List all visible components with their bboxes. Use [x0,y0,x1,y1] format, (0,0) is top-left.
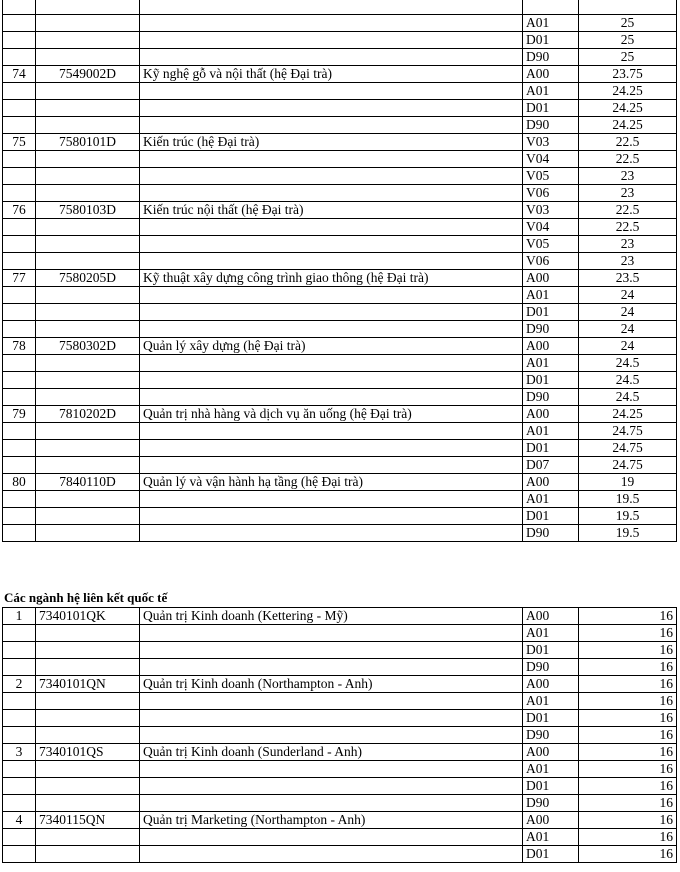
program-code-cell [36,456,140,473]
stt-cell [3,150,36,167]
score-cell: 24.25 [579,405,677,422]
table-row [3,184,677,201]
program-code-cell [36,184,140,201]
program-code-cell [36,642,140,659]
subject-combo-cell: A01 [523,82,579,99]
program-name-cell [140,795,523,812]
subject-combo-cell: D01 [523,99,579,116]
admission-scores-table [2,0,677,542]
table-row [3,303,677,320]
table-row [3,65,677,82]
program-code-cell [36,371,140,388]
score-cell: 16 [579,710,677,727]
score-cell: 24.5 [579,371,677,388]
program-name-cell [140,507,523,524]
program-name-cell [140,371,523,388]
table-row [3,422,677,439]
program-name-cell: Quản lý và vận hành hạ tầng (hệ Đại trà) [140,473,523,490]
table-row [3,218,677,235]
table-row [3,388,677,405]
stt-cell [3,167,36,184]
stt-cell [3,727,36,744]
subject-combo-cell: D90 [523,727,579,744]
program-code-cell: 7340101QK [36,608,140,625]
subject-combo-cell: A00 [523,744,579,761]
subject-combo-cell: A01 [523,490,579,507]
stt-cell [3,14,36,31]
stt-cell: 1 [3,608,36,625]
stt-cell [3,184,36,201]
subject-combo-cell: D01 [523,710,579,727]
table-row [3,167,677,184]
program-code-cell: 7340101QS [36,744,140,761]
subject-combo-cell: A01 [523,625,579,642]
table-row [3,829,677,846]
table-row [3,744,677,761]
stt-cell [3,388,36,405]
program-name-cell [140,31,523,48]
table-row [3,82,677,99]
table-row [3,608,677,625]
program-name-cell [140,286,523,303]
program-code-cell [36,524,140,541]
subject-combo-cell: V06 [523,252,579,269]
program-code-cell [36,167,140,184]
table-row [3,354,677,371]
program-name-cell [140,99,523,116]
subject-combo-cell: A00 [523,337,579,354]
program-code-cell [36,150,140,167]
program-name-cell [140,252,523,269]
program-name-cell [140,659,523,676]
score-cell: 24 [579,286,677,303]
table-row [3,0,677,14]
stt-cell [3,422,36,439]
table-row [3,642,677,659]
score-cell: 24 [579,320,677,337]
stt-cell [3,456,36,473]
stt-cell [3,625,36,642]
subject-combo-cell: A01 [523,422,579,439]
score-cell: 19.5 [579,507,677,524]
subject-combo-cell: D01 [523,778,579,795]
score-cell: 24.25 [579,82,677,99]
stt-cell: 76 [3,201,36,218]
table-row [3,269,677,286]
subject-combo-cell: A01 [523,14,579,31]
program-name-cell [140,150,523,167]
program-code-cell [36,439,140,456]
program-name-cell [140,761,523,778]
stt-cell [3,31,36,48]
table-row [3,286,677,303]
stt-cell: 2 [3,676,36,693]
score-cell: 24 [579,337,677,354]
subject-combo-cell: A00 [523,676,579,693]
stt-cell [3,48,36,65]
table-row [3,778,677,795]
subject-combo-cell: A00 [523,608,579,625]
stt-cell: 80 [3,473,36,490]
table-row [3,150,677,167]
subject-combo-cell: D01 [523,846,579,863]
score-cell: 16 [579,829,677,846]
score-cell: 25 [579,14,677,31]
program-name-cell [140,625,523,642]
score-cell: 22.5 [579,133,677,150]
stt-cell [3,778,36,795]
program-code-cell [36,490,140,507]
program-code-cell [36,795,140,812]
stt-cell [3,795,36,812]
program-code-cell [36,14,140,31]
subject-combo-cell: A00 [523,269,579,286]
score-cell [579,0,677,14]
stt-cell [3,710,36,727]
program-name-cell: Quản trị nhà hàng và dịch vụ ăn uống (hệ Đại trà) [140,405,523,422]
program-code-cell [36,0,140,14]
stt-cell [3,524,36,541]
program-name-cell [140,710,523,727]
program-code-cell [36,659,140,676]
program-code-cell [36,303,140,320]
stt-cell [3,371,36,388]
program-code-cell [36,507,140,524]
subject-combo-cell: V03 [523,201,579,218]
subject-combo-cell: D01 [523,371,579,388]
program-name-cell: Kiến trúc (hệ Đại trà) [140,133,523,150]
stt-cell [3,235,36,252]
program-code-cell [36,99,140,116]
table-row [3,14,677,31]
stt-cell [3,354,36,371]
stt-cell [3,659,36,676]
program-code-cell [36,235,140,252]
score-cell: 24.75 [579,422,677,439]
score-cell: 16 [579,642,677,659]
subject-combo-cell [523,0,579,14]
stt-cell [3,116,36,133]
international-section-title: Các ngành hệ liên kết quốc tế [4,590,168,605]
stt-cell: 78 [3,337,36,354]
table-row [3,625,677,642]
program-name-cell [140,778,523,795]
program-name-cell [140,829,523,846]
stt-cell [3,490,36,507]
program-name-cell [140,320,523,337]
score-cell: 16 [579,812,677,829]
subject-combo-cell: D01 [523,642,579,659]
stt-cell [3,99,36,116]
stt-cell [3,829,36,846]
subject-combo-cell: A00 [523,65,579,82]
score-cell: 25 [579,48,677,65]
stt-cell [3,0,36,14]
program-name-cell [140,82,523,99]
program-code-cell [36,710,140,727]
table-row [3,812,677,829]
subject-combo-cell: D90 [523,48,579,65]
table-row [3,473,677,490]
stt-cell [3,693,36,710]
program-code-cell [36,625,140,642]
score-cell: 24.75 [579,456,677,473]
program-code-cell: 7840110D [36,473,140,490]
program-name-cell: Quản trị Marketing (Northampton - Anh) [140,812,523,829]
score-cell: 16 [579,625,677,642]
subject-combo-cell: D90 [523,524,579,541]
program-code-cell [36,31,140,48]
table-row [3,795,677,812]
stt-cell: 77 [3,269,36,286]
program-code-cell: 7580205D [36,269,140,286]
program-name-cell [140,846,523,863]
score-cell: 23.5 [579,269,677,286]
stt-cell [3,286,36,303]
program-name-cell [140,235,523,252]
stt-cell: 79 [3,405,36,422]
program-name-cell: Quản trị Kinh doanh (Kettering - Mỹ) [140,608,523,625]
program-code-cell: 7580302D [36,337,140,354]
program-name-cell: Quản trị Kinh doanh (Sunderland - Anh) [140,744,523,761]
program-name-cell: Kỹ nghệ gỗ và nội thất (hệ Đại trà) [140,65,523,82]
stt-cell [3,218,36,235]
subject-combo-cell: A01 [523,761,579,778]
program-code-cell [36,82,140,99]
program-name-cell: Quản trị Kinh doanh (Northampton - Anh) [140,676,523,693]
table-row [3,761,677,778]
program-name-cell [140,422,523,439]
program-name-cell [140,303,523,320]
score-cell: 25 [579,31,677,48]
program-name-cell [140,354,523,371]
program-name-cell: Kỹ thuật xây dựng công trình giao thông (hệ Đại trà) [140,269,523,286]
subject-combo-cell: V06 [523,184,579,201]
score-cell: 22.5 [579,150,677,167]
program-name-cell [140,490,523,507]
score-cell: 16 [579,846,677,863]
program-code-cell [36,846,140,863]
program-code-cell [36,218,140,235]
subject-combo-cell: D01 [523,303,579,320]
score-cell: 16 [579,795,677,812]
score-cell: 16 [579,744,677,761]
program-name-cell: Quản lý xây dựng (hệ Đại trà) [140,337,523,354]
international-programs-table [2,607,677,863]
score-cell: 16 [579,676,677,693]
program-code-cell [36,727,140,744]
stt-cell [3,439,36,456]
program-name-cell [140,0,523,14]
table-row [3,116,677,133]
score-cell: 23.75 [579,65,677,82]
score-cell: 16 [579,727,677,744]
program-code-cell [36,778,140,795]
score-cell: 23 [579,167,677,184]
program-code-cell: 7580103D [36,201,140,218]
table-row [3,676,677,693]
score-cell: 19.5 [579,524,677,541]
score-cell: 24 [579,303,677,320]
stt-cell [3,846,36,863]
program-code-cell [36,286,140,303]
stt-cell [3,507,36,524]
table-row [3,456,677,473]
table-row [3,405,677,422]
score-cell: 24.25 [579,116,677,133]
program-name-cell [140,184,523,201]
program-code-cell [36,829,140,846]
table-row [3,439,677,456]
subject-combo-cell: V05 [523,167,579,184]
program-code-cell [36,48,140,65]
program-name-cell [140,524,523,541]
program-name-cell [140,693,523,710]
table-row [3,490,677,507]
stt-cell [3,320,36,337]
program-name-cell [140,116,523,133]
stt-cell [3,252,36,269]
score-cell: 22.5 [579,218,677,235]
table-row [3,31,677,48]
subject-combo-cell: D90 [523,659,579,676]
table-row [3,337,677,354]
subject-combo-cell: D01 [523,31,579,48]
score-cell: 19.5 [579,490,677,507]
table-row [3,252,677,269]
score-cell: 23 [579,235,677,252]
score-cell: 24.25 [579,99,677,116]
score-cell: 16 [579,659,677,676]
subject-combo-cell: A00 [523,405,579,422]
program-name-cell [140,48,523,65]
program-name-cell [140,388,523,405]
stt-cell: 3 [3,744,36,761]
program-name-cell [140,456,523,473]
subject-combo-cell: A01 [523,354,579,371]
program-code-cell: 7580101D [36,133,140,150]
table-row [3,320,677,337]
score-cell: 16 [579,761,677,778]
subject-combo-cell: V03 [523,133,579,150]
subject-combo-cell: D01 [523,507,579,524]
subject-combo-cell: A00 [523,812,579,829]
subject-combo-cell: A01 [523,693,579,710]
table-row [3,48,677,65]
program-name-cell [140,14,523,31]
subject-combo-cell: A01 [523,829,579,846]
program-code-cell [36,388,140,405]
subject-combo-cell: D90 [523,320,579,337]
program-name-cell: Kiến trúc nội thất (hệ Đại trà) [140,201,523,218]
stt-cell: 74 [3,65,36,82]
program-code-cell: 7810202D [36,405,140,422]
program-code-cell [36,252,140,269]
table-row [3,507,677,524]
program-code-cell: 7340115QN [36,812,140,829]
program-code-cell [36,354,140,371]
score-cell: 22.5 [579,201,677,218]
program-code-cell [36,422,140,439]
table-row [3,133,677,150]
score-cell: 16 [579,693,677,710]
program-name-cell [140,439,523,456]
subject-combo-cell: V04 [523,150,579,167]
score-cell: 16 [579,778,677,795]
subject-combo-cell: V05 [523,235,579,252]
score-cell: 24.75 [579,439,677,456]
program-code-cell: 7340101QN [36,676,140,693]
program-code-cell [36,693,140,710]
table-row [3,99,677,116]
score-cell: 23 [579,184,677,201]
stt-cell [3,82,36,99]
subject-combo-cell: D90 [523,116,579,133]
score-cell: 16 [579,608,677,625]
program-code-cell [36,116,140,133]
program-code-cell [36,320,140,337]
subject-combo-cell: D01 [523,439,579,456]
subject-combo-cell: D07 [523,456,579,473]
program-name-cell [140,727,523,744]
stt-cell: 75 [3,133,36,150]
subject-combo-cell: V04 [523,218,579,235]
table-row [3,727,677,744]
score-cell: 19 [579,473,677,490]
program-name-cell [140,218,523,235]
program-code-cell: 7549002D [36,65,140,82]
stt-cell: 4 [3,812,36,829]
score-cell: 23 [579,252,677,269]
program-name-cell [140,642,523,659]
stt-cell [3,761,36,778]
table-row [3,235,677,252]
table-row [3,201,677,218]
subject-combo-cell: A00 [523,473,579,490]
program-name-cell [140,167,523,184]
table-row [3,524,677,541]
table-row [3,846,677,863]
subject-combo-cell: D90 [523,388,579,405]
subject-combo-cell: D90 [523,795,579,812]
table-row [3,371,677,388]
table-row [3,710,677,727]
score-cell: 24.5 [579,354,677,371]
score-cell: 24.5 [579,388,677,405]
stt-cell [3,303,36,320]
program-code-cell [36,761,140,778]
table-row [3,659,677,676]
stt-cell [3,642,36,659]
table-row [3,693,677,710]
subject-combo-cell: A01 [523,286,579,303]
